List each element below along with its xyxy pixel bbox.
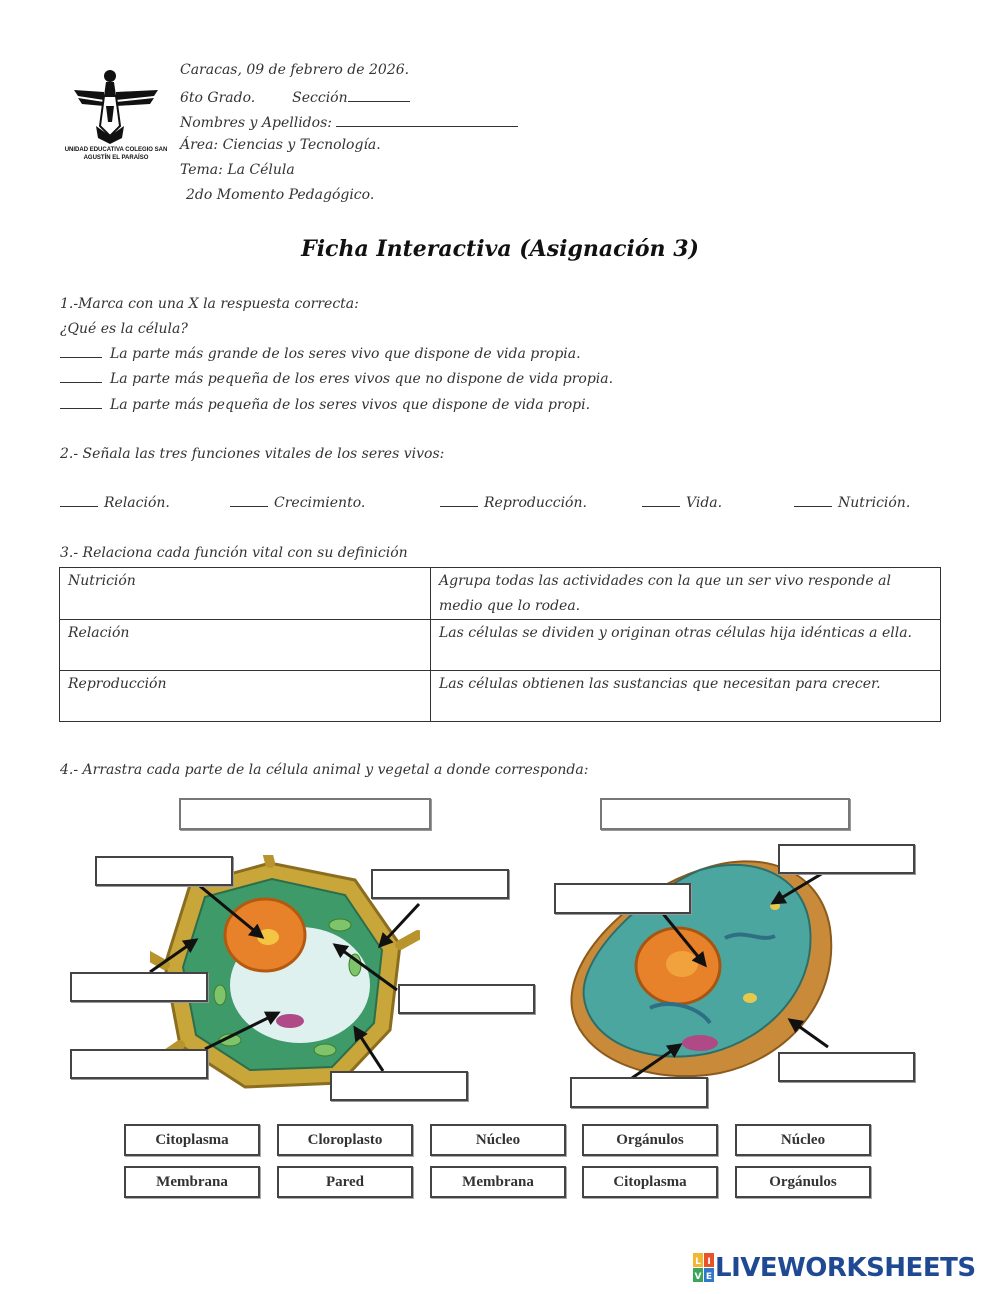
q2-answer-blank[interactable] (794, 494, 832, 507)
q1-question: ¿Qué es la célula? (60, 321, 188, 337)
q1-option-text: La parte más pequeña de los eres vivos que no dispone de vida propia. (110, 371, 614, 387)
q4-prompt: 4.- Arrastra cada parte de la célula animal y vegetal a donde corresponda: (60, 762, 589, 778)
q1-option-text: La parte más grande de los seres vivo que dispone de vida propia. (110, 346, 581, 362)
worksheet-title: Ficha Interactiva (Asignación 3) (301, 236, 699, 262)
svg-text:I: I (707, 1257, 711, 1267)
q1-option-text: La parte más pequeña de los seres vivos que dispone de vida propi. (110, 397, 591, 413)
header-area: Área: Ciencias y Tecnología. (180, 137, 381, 153)
word-tile[interactable]: Pared (277, 1166, 413, 1198)
q2-option-text: Relación. (104, 495, 170, 511)
q3-term[interactable]: Reproducción (60, 671, 431, 722)
q3-definition[interactable]: Las células obtienen las sustancias que necesitan para crecer. (431, 671, 941, 722)
header-moment: 2do Momento Pedagógico. (186, 187, 375, 203)
q2-answer-blank[interactable] (440, 494, 478, 507)
liveworksheets-brand[interactable] (693, 1252, 976, 1284)
q2-option (440, 494, 587, 511)
drop-zone-plant-title[interactable] (179, 798, 431, 830)
q1-answer-blank[interactable] (60, 408, 102, 409)
school-logo (66, 66, 166, 176)
q3-term[interactable]: Nutrición (60, 568, 431, 620)
drop-zone[interactable] (330, 1071, 468, 1101)
word-tile[interactable]: Membrana (124, 1166, 260, 1198)
q2-option (60, 494, 170, 511)
liveworksheets-logo-icon (693, 1253, 715, 1283)
q1-answer-blank[interactable] (60, 357, 102, 358)
q1-option (60, 346, 581, 362)
q1-prompt: 1.-Marca con una X la respuesta correcta: (60, 296, 359, 312)
drop-zone[interactable] (70, 1049, 208, 1079)
q3-table (59, 567, 941, 722)
brand-name: LIVEWORKSHEETS (715, 1253, 976, 1283)
q2-option-text: Reproducción. (484, 495, 587, 511)
section-blank[interactable] (348, 87, 410, 102)
q2-answer-blank[interactable] (230, 494, 268, 507)
q3-term[interactable]: Relación (60, 620, 431, 671)
word-tile[interactable]: Orgánulos (582, 1124, 718, 1156)
table-row (60, 620, 941, 671)
q2-answer-blank[interactable] (60, 494, 98, 507)
word-tile[interactable]: Cloroplasto (277, 1124, 413, 1156)
drop-zone[interactable] (554, 883, 691, 914)
drop-zone[interactable] (778, 1052, 915, 1082)
svg-text:V: V (694, 1272, 702, 1282)
header-date: Caracas, 09 de febrero de 2026. (180, 62, 410, 78)
q1-answer-blank[interactable] (60, 382, 102, 383)
q2-option-text: Nutrición. (838, 495, 911, 511)
names-label: Nombres y Apellidos: (180, 115, 332, 131)
drop-zone[interactable] (570, 1077, 708, 1108)
q3-definition[interactable]: Las células se dividen y originan otras células hija idénticas a ella. (431, 620, 941, 671)
q3-prompt: 3.- Relaciona cada función vital con su definición (60, 545, 408, 561)
drop-zone[interactable] (70, 972, 208, 1002)
q2-option-text: Crecimiento. (274, 495, 366, 511)
q3-definition[interactable]: Agrupa todas las actividades con la que un ser vivo responde al medio que lo rodea. (431, 568, 941, 620)
school-name: UNIDAD EDUCATIVA COLEGIO SAN AGUSTÍN EL PARAÍSO (64, 147, 168, 161)
grade: 6to Grado. (180, 90, 256, 106)
word-tile[interactable]: Membrana (430, 1166, 566, 1198)
q2-option (230, 494, 365, 511)
word-tile[interactable]: Citoplasma (124, 1124, 260, 1156)
svg-text:E: E (705, 1272, 713, 1282)
q1-option (60, 371, 613, 387)
q2-option (794, 494, 910, 511)
drop-zone-animal-title[interactable] (600, 798, 850, 830)
table-row (60, 671, 941, 722)
drop-zone[interactable] (371, 869, 509, 899)
q2-answer-blank[interactable] (642, 494, 680, 507)
svg-text:L: L (695, 1257, 701, 1267)
eagle-emblem-icon (66, 66, 166, 146)
header-names-line (180, 112, 518, 131)
word-tile[interactable]: Citoplasma (582, 1166, 718, 1198)
section-label: Sección (292, 90, 348, 106)
q2-option (642, 494, 722, 511)
drop-zone[interactable] (95, 856, 233, 886)
header-grade-line (180, 87, 410, 106)
word-tile[interactable]: Orgánulos (735, 1166, 871, 1198)
word-tile[interactable]: Núcleo (735, 1124, 871, 1156)
word-tile[interactable]: Núcleo (430, 1124, 566, 1156)
names-blank[interactable] (336, 112, 518, 127)
q2-option-text: Vida. (686, 495, 723, 511)
header-topic: Tema: La Célula (180, 162, 295, 178)
table-row (60, 568, 941, 620)
q2-prompt: 2.- Señala las tres funciones vitales de los seres vivos: (60, 446, 445, 462)
q1-option (60, 397, 590, 413)
drop-zone[interactable] (778, 844, 915, 874)
drop-zone[interactable] (398, 984, 535, 1014)
